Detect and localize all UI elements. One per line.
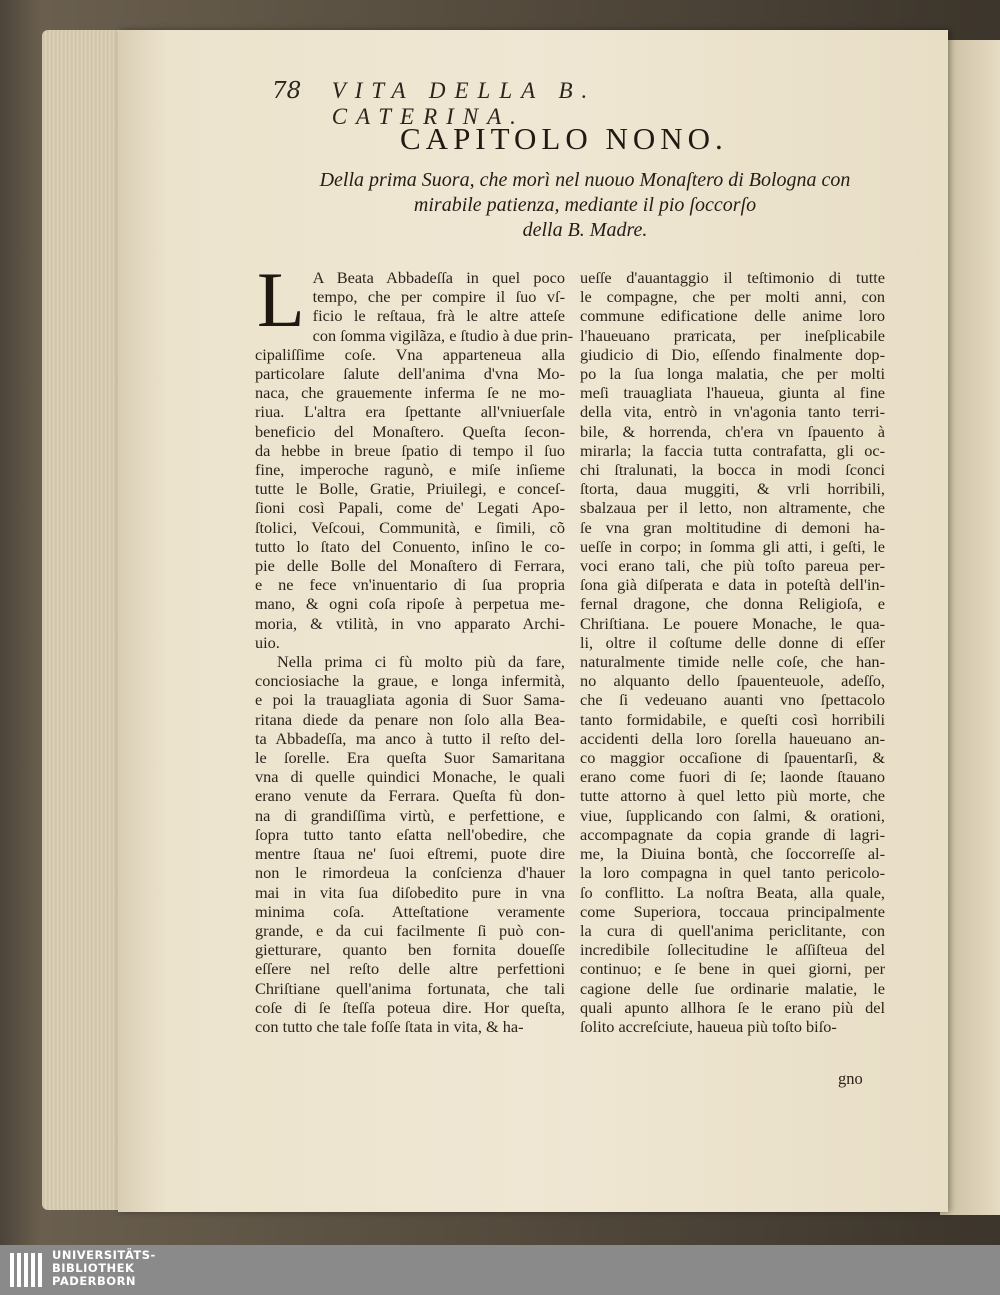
text-line: la loro compagna in quel tanto pericolo- <box>580 863 885 883</box>
text-line: cagione delle ſue ordinarie malatie, le <box>580 978 885 998</box>
text-line: che ſi vedeuano auanti vno ſpettacolo <box>580 690 885 710</box>
library-name <box>52 1249 156 1288</box>
subtitle-line: Della prima Suora, che morì nel nuouo Monaſtero di Bologna con <box>319 169 851 191</box>
page-number: 78 <box>272 78 302 104</box>
text-line: quali apunto allhora ſe le erano più del <box>580 997 885 1017</box>
text-line: da hebbe in breue ſpatio di tempo il ſuo <box>255 440 565 460</box>
text-line: Nella prima ci fù molto più da fare, <box>277 652 565 672</box>
text-line: cipaliſſime coſe. Vna apparteneua alla <box>255 344 565 364</box>
text-line: tutte attorno à quel letto più morte, che <box>580 786 885 806</box>
text-line: chi ſtralunati, la bocca in modi ſconci <box>580 460 885 480</box>
text-line: coſe di ſe ſteſſa poteua dire. Hor queſta, <box>255 997 565 1017</box>
text-line: tanto formidabile, e queſti così horribili <box>580 709 885 729</box>
subtitle-line: della B. Madre. <box>522 219 648 241</box>
text-line: con tutto che tale foſſe ſtata in vita, & ha- <box>255 1016 524 1036</box>
text-line: Chriſtiane quell'anima fortunata, che tali <box>255 978 565 998</box>
library-name-line: PADERBORN <box>52 1274 137 1288</box>
running-title: VITA DELLA B. CATERINA. <box>331 78 597 129</box>
text-line: e poi la trauagliata agonia di Suor Sama- <box>255 690 565 710</box>
text-line: erano venute da Ferrara. Queſta fù don- <box>255 786 565 806</box>
text-line: meſi trauagliata l'haueua, giunta al fine <box>580 383 885 403</box>
text-line: naca, che grauemente inferma ſe ne mo- <box>255 383 565 403</box>
text-line: ritana diede da penare non ſolo alla Bea- <box>255 709 565 729</box>
text-line: li, oltre il coſtume delle donne di eſſer <box>580 632 885 652</box>
chapter-subtitle <box>255 168 915 243</box>
library-name-line: UNIVERSITÄTS- <box>52 1248 156 1262</box>
text-line: erano come fuori di ſe; laonde ſtauano <box>580 767 885 787</box>
text-line: ſolito accreſciute, haueua più toſto biſo- <box>580 1016 837 1036</box>
library-logo-icon <box>10 1253 44 1287</box>
text-line: ſe vna gran moltitudine di demoni ha- <box>580 517 885 537</box>
text-line: giudicio di Dio, eſſendo finalmente dop- <box>580 344 885 364</box>
text-line: vna di quelle quindici Monache, le quali <box>255 767 565 787</box>
text-line: l'haueuano prатicata, per ineſplicabile <box>580 325 885 345</box>
text-line: grande, e da cui facilmente ſi può con- <box>255 920 565 940</box>
text-line: mai in vita ſua diſobedito pure in vna <box>255 882 565 902</box>
text-line: le ſorelle. Era queſta Suor Samaritana <box>255 748 565 768</box>
text-line: po la ſua longa malatia, che per molti <box>580 364 885 384</box>
text-line: minima coſa. Atteſtatione veramente <box>255 901 565 921</box>
text-line: commune edificatione delle anime loro <box>580 306 885 326</box>
text-line: accompagnate da copia grande di lagri- <box>580 824 885 844</box>
text-line: na di grandiſſima virtù, e perfettione, e <box>255 805 565 825</box>
text-line: bile, & horrenda, ch'era vn ſpauento à <box>580 421 885 441</box>
text-line: mirarla; la faccia tutta contrafatta, gli oc- <box>580 440 885 460</box>
text-line: ſopra tutto tanto eſatta nell'obedire, che <box>255 824 565 844</box>
text-line: ſioni così Papali, come de' Legati Apo- <box>255 498 565 518</box>
text-line: me, la Diuina bontà, che ſoccorreſſe al- <box>580 844 885 864</box>
text-line: tutte le Bolle, Gratie, Priuilegi, e conceſ- <box>255 479 565 499</box>
subtitle-line: mirabile patienza, mediante il pio ſoccorſo <box>413 194 757 216</box>
text-line: tutto lo ſtato del Conuento, inſino le co- <box>255 536 565 556</box>
text-line: tempo, che per compire il ſuo vſ- <box>312 287 565 307</box>
text-line: beneficio del Monaſtero. Queſta ſecon- <box>255 421 565 441</box>
text-line: la cura di quell'anima periclitante, con <box>580 920 885 940</box>
text-line: particolare ſalute dell'anima d'vna Mo- <box>255 364 565 384</box>
text-line: con ſomma vigilãza, e ſtudio à due prin- <box>312 325 574 345</box>
text-line: fine, imperoche ragunò, e miſe inſieme <box>255 460 565 480</box>
text-line: mano, & ogni coſa ripoſe à perpetua me- <box>255 594 565 614</box>
text-line: ſtorta, daua muggiti, & vrli horribili, <box>580 479 885 499</box>
text-line: e ne fece vn'inuentario di ſua propria <box>255 575 565 595</box>
text-line: incredibile ſollecitudine le aſſiſteua del <box>580 940 885 960</box>
text-line: non le rimordeua la conſcienza d'hauer <box>255 863 565 883</box>
text-line: ficio le reſtaua, frà le altre atteſe <box>312 306 565 326</box>
catchword: gno <box>838 1069 863 1088</box>
text-line: moria, & vtilità, in vno apparato Archi- <box>255 613 565 633</box>
library-name-line: BIBLIOTHEK <box>52 1261 135 1275</box>
text-line: A Beata Abbadeſſa in quel poco <box>312 268 565 287</box>
text-line: eſſere nel reſto delle altre perfettioni <box>255 959 565 979</box>
text-line: uio. <box>255 632 280 652</box>
left-column <box>255 256 574 1036</box>
text-line: riua. L'altra era ſpettante all'vniuerſale <box>255 402 565 422</box>
text-line: mentre ſtaua ne' ſuoi eſtremi, puote dire <box>255 844 565 864</box>
library-footer <box>0 1245 1000 1295</box>
text-line: naturalmente timide nelle coſe, che han- <box>580 652 885 672</box>
text-line: come Superiora, toccaua principalmente <box>580 901 885 921</box>
text-line: ueſſe d'auantaggio il teſtimonio di tutte <box>580 268 885 287</box>
text-line: Chriſtiana. Le pouere Monache, le qua- <box>580 613 885 633</box>
text-line: viue, ſupplicando con ſalmi, & orationi, <box>580 805 885 825</box>
text-line: ſo conflitto. La noſtra Beata, alla quale, <box>580 882 885 902</box>
text-line: ueſſe in corpo; in ſomma gli atti, i geſti, le <box>580 536 885 556</box>
facing-page-edge <box>940 40 1000 1215</box>
text-line: le compagne, che per molti anni, con <box>580 287 885 307</box>
text-line: pie delle Bolle del Monaſtero di Ferrara, <box>255 556 565 576</box>
text-line: voci erano tali, che più toſto pareua per- <box>580 556 885 576</box>
text-line: ſona già diſperata e data in poteſtà dell'in- <box>580 575 885 595</box>
text-line: sbalzaua per il letto, non altramente, che <box>580 498 885 518</box>
text-line: no alquanto dello ſpauenteuole, adeſſo, <box>580 671 885 691</box>
text-line: ta Abbadeſſa, ma anco à tutto il reſto del- <box>255 728 565 748</box>
text-line: conciosiache la graue, e longa infermità, <box>255 671 565 691</box>
text-line: della vita, entrò in vn'agonia tanto terri- <box>580 402 885 422</box>
right-column <box>580 268 885 1036</box>
text-line: fernal dragone, che donna Religioſa, e <box>580 594 885 614</box>
drop-cap: L <box>257 256 305 343</box>
chapter-title: CAPITOLO NONO. <box>400 121 728 156</box>
text-line: co maggior occaſione di ſpauentarſi, & <box>580 748 885 768</box>
text-line: ſtolici, Veſcoui, Communità, e ſimili, cõ <box>255 517 565 537</box>
text-line: accidenti della loro ſorella haueuano an- <box>580 728 885 748</box>
text-line: continuo; e ſe bene in quei giorni, per <box>580 959 885 979</box>
text-line: gietturare, quanto ben fornita doueſſe <box>255 940 565 960</box>
